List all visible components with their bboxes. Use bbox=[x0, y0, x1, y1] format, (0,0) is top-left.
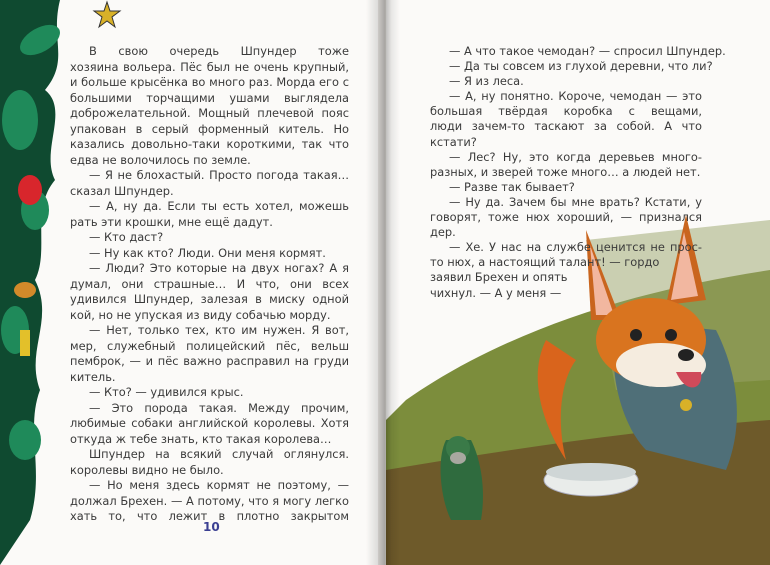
text-line: казались довольно-таки короткими, так что bbox=[70, 137, 349, 151]
text-line: чихнул. — А у меня — bbox=[430, 285, 562, 300]
right-page-text bbox=[430, 44, 726, 301]
text-line: — Люди? Это которые на двух ногах? А я bbox=[89, 261, 349, 275]
text-line: думал, они страшные… И что, они всех bbox=[70, 276, 349, 291]
tree-illustration bbox=[0, 0, 75, 565]
text-line: — А, ну да. Если ты есть хотел, можешь bbox=[89, 199, 349, 213]
right-page bbox=[386, 0, 770, 565]
text-line: удивился Шпундер, залезая в миску одной bbox=[70, 292, 349, 306]
text-line: любимые собаки английской королевы. Хотя bbox=[70, 416, 349, 430]
left-page-text bbox=[70, 44, 349, 525]
text-line: — Кто? — удивился крыс. bbox=[89, 385, 244, 399]
page-number: 10 bbox=[203, 520, 220, 534]
text-line: большими торчащими ушами выглядела bbox=[70, 90, 349, 105]
text-line: китель. bbox=[70, 369, 116, 384]
text-line: — Лес? Ну, это когда деревьев много- bbox=[449, 149, 702, 164]
text-line: — Нет, только тех, кто им нужен. Я вот, bbox=[89, 323, 349, 337]
text-line: упакован в серый форменный китель. Но bbox=[70, 121, 349, 136]
text-line: разных, и зверей тоже много… а людей нет. bbox=[430, 164, 701, 179]
text-line: — Да ты совсем из глухой деревни, что ли? bbox=[449, 59, 713, 74]
text-line: хозяина вольера. Пёс был не очень крупный, bbox=[70, 59, 349, 74]
text-line: должал Брехен. — А потому, что я могу легко bbox=[70, 493, 349, 508]
text-line: — А, ну понятно. Короче, чемодан — это bbox=[449, 89, 702, 104]
text-line: королевы видно не было. bbox=[70, 462, 224, 477]
text-line: говорят, тоже нюх хороший, — признался bbox=[430, 210, 702, 225]
text-line: доброжелательной. Мощный плечевой пояс bbox=[70, 106, 349, 120]
star-icon bbox=[92, 0, 122, 30]
book-gutter bbox=[366, 0, 400, 565]
text-line: — Ну как кто? Люди. Они меня кормят. bbox=[89, 245, 326, 260]
text-line: — Но меня здесь кормят не поэтому, — bbox=[89, 478, 349, 492]
text-line: то нюх, а настоящий талант! — гордо bbox=[430, 255, 660, 270]
text-line: мер, служебный полицейский пёс, вельш bbox=[70, 338, 349, 353]
text-line: — Кто даст? bbox=[89, 230, 164, 244]
text-line: сказал Шпундер. bbox=[70, 183, 174, 198]
text-line: кстати? bbox=[430, 134, 477, 149]
left-page bbox=[0, 0, 378, 565]
text-line: — Ну да. Зачем бы мне врать? Кстати, у bbox=[449, 194, 702, 209]
text-line: — Я не блохастый. Просто погода такая… bbox=[89, 168, 349, 182]
text-line: В свою очередь Шпундер тоже bbox=[89, 44, 349, 58]
text-line: — Разве так бывает? bbox=[449, 179, 575, 194]
text-line: хать то, что лежит в плотно закрытом bbox=[70, 509, 349, 523]
text-line: Шпундер на всякий случай оглянулся. bbox=[89, 447, 349, 461]
text-line: пемброк, — и пёс важно расправил на груди bbox=[70, 354, 349, 368]
text-line: кой, но не упуская из виду собачью морду. bbox=[70, 307, 331, 322]
text-line: люди зачем-то таскают за собой. А что bbox=[430, 119, 702, 134]
text-line: и больше крысёнка во много раз. Морда его с bbox=[70, 75, 349, 89]
text-line: дер. bbox=[430, 225, 456, 240]
text-line: — А что такое чемодан? — спросил Шпундер. bbox=[449, 44, 726, 58]
text-line: откуда ж тебе знать, кто такая королева… bbox=[70, 431, 332, 446]
text-line: большая твёрдая коробка с вещами, bbox=[430, 104, 702, 119]
text-line: рать эти крошки, мне ещё дадут. bbox=[70, 214, 273, 229]
text-line: — Я из леса. bbox=[449, 74, 524, 89]
text-line: — Это порода такая. Между прочим, bbox=[89, 400, 349, 415]
text-line: заявил Брехен и опять bbox=[430, 270, 568, 285]
text-line: едва не волочилось по земле. bbox=[70, 152, 251, 167]
text-line: — Хе. У нас на службе ценится не прос- bbox=[449, 240, 702, 255]
